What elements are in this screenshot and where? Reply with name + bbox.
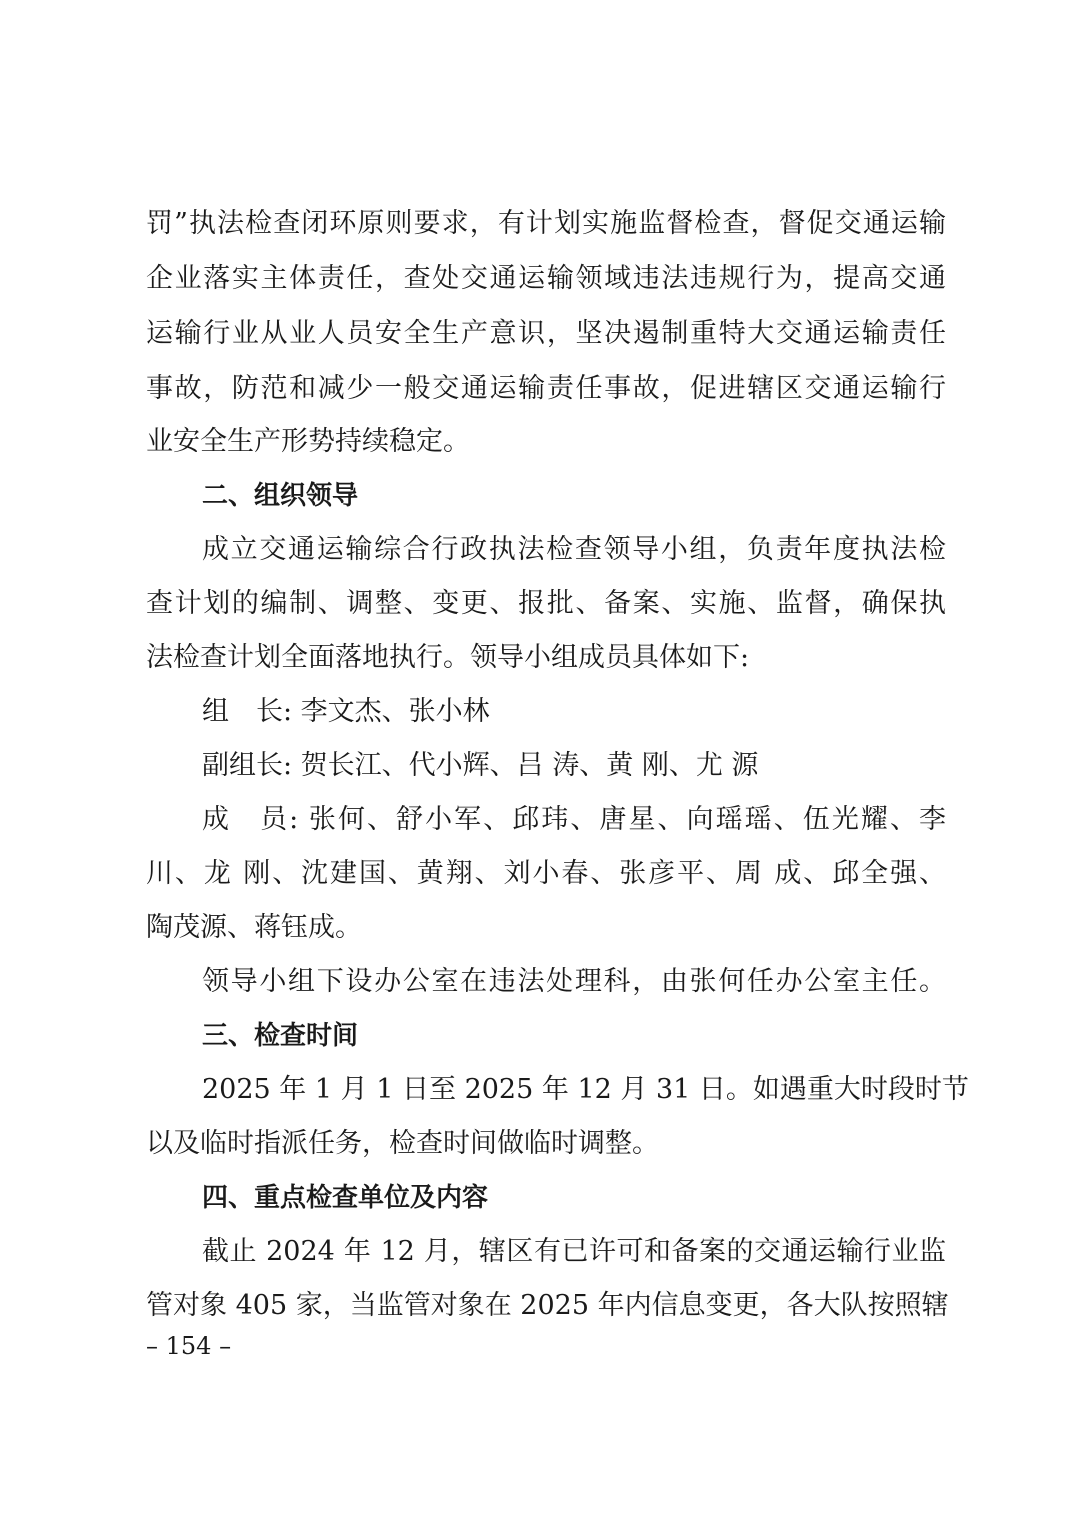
paragraph-line: 查计划的编制、调整、变更、报批、备案、实施、监督，确保执 (146, 588, 946, 619)
paragraph-line: 企业落实主体责任，查处交通运输领域违法违规行为，提高交通 (146, 263, 946, 294)
paragraph-line: 罚”执法检查闭环原则要求，有计划实施监督检查，督促交通运输 (146, 208, 946, 239)
paragraph-line: 管对象 405 家，当监管对象在 2025 年内信息变更，各大队按照辖 (146, 1290, 949, 1321)
section-heading: 四、重点检查单位及内容 (202, 1183, 489, 1213)
paragraph-line: 截止 2024 年 12 月，辖区有已许可和备案的交通运输行业监 (202, 1236, 946, 1267)
paragraph-line: 事故，防范和减少一般交通运输责任事故，促进辖区交通运输行 (146, 373, 946, 404)
members-line: 陶茂源、蒋钰成。 (146, 912, 362, 943)
group-leader-line: 组 长: 李文杰、张小林 (202, 696, 490, 727)
paragraph-line: 运输行业从业人员安全生产意识，坚决遏制重特大交通运输责任 (146, 318, 946, 349)
members-line: 川、龙 刚、沈建国、黄翔、刘小春、张彦平、周 成、邱全强、 (146, 858, 946, 889)
office-line: 领导小组下设办公室在违法处理科，由张何任办公室主任。 (202, 966, 946, 997)
deputy-leader-line: 副组长: 贺长江、代小辉、吕 涛、黄 刚、尤 源 (202, 750, 759, 781)
paragraph-line: 以及临时指派任务，检查时间做临时调整。 (146, 1128, 659, 1159)
page-number: – 154 – (146, 1332, 232, 1360)
section-heading: 二、组织领导 (202, 481, 359, 511)
section-heading: 三、检查时间 (202, 1021, 359, 1051)
paragraph-line: 业安全生产形势持续稳定。 (146, 426, 470, 457)
members-line: 成 员: 张何、舒小军、邱玮、唐星、向瑶瑶、伍光耀、李 (202, 804, 946, 835)
paragraph-line: 2025 年 1 月 1 日至 2025 年 12 月 31 日。如遇重大时段时节 (202, 1074, 969, 1105)
paragraph-line: 成立交通运输综合行政执法检查领导小组，负责年度执法检 (202, 534, 946, 565)
paragraph-line: 法检查计划全面落地执行。领导小组成员具体如下: (146, 642, 750, 673)
